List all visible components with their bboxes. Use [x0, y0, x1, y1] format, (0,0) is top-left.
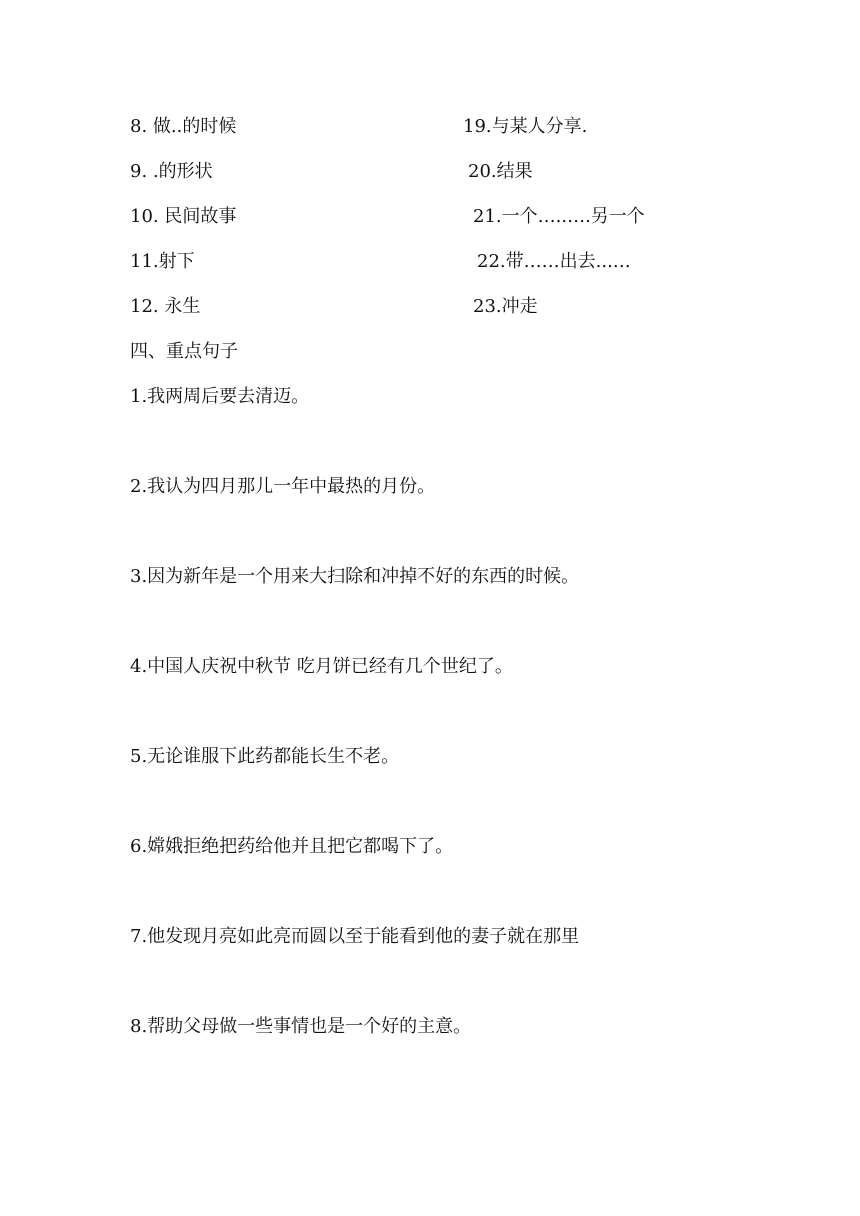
vocab-item-19: 19.与某人分享. — [463, 116, 588, 137]
vocab-item-8: 8. 做..的时候 — [130, 116, 237, 137]
vocab-item-22: 22.带……出去...… — [477, 251, 631, 272]
sentence-1: 1.我两周后要去清迈。 — [130, 386, 310, 407]
vocab-item-10: 10. 民间故事 — [130, 206, 237, 227]
vocab-item-11: 11.射下 — [130, 251, 195, 272]
sentence-5: 5.无论谁服下此药都能长生不老。 — [130, 746, 400, 767]
section-heading: 四、重点句子 — [130, 341, 238, 362]
sentence-8: 8.帮助父母做一些事情也是一个好的主意。 — [130, 1016, 472, 1037]
vocab-item-21: 21.一个…..….另一个 — [473, 206, 645, 227]
sentence-7: 7.他发现月亮如此亮而圆以至于能看到他的妻子就在那里 — [130, 926, 580, 947]
sentence-4: 4.中国人庆祝中秋节 吃月饼已经有几个世纪了。 — [130, 656, 513, 677]
vocab-item-20: 20.结果 — [468, 161, 533, 182]
vocab-item-12: 12. 永生 — [130, 296, 201, 317]
sentence-3: 3.因为新年是一个用来大扫除和冲掉不好的东西的时候。 — [130, 566, 580, 587]
vocab-item-23: 23.冲走 — [473, 296, 538, 317]
sentence-6: 6.嫦娥拒绝把药给他并且把它都喝下了。 — [130, 836, 454, 857]
sentence-2: 2.我认为四月那儿一年中最热的月份。 — [130, 476, 436, 497]
vocab-item-9: 9. .的形状 — [130, 161, 213, 182]
